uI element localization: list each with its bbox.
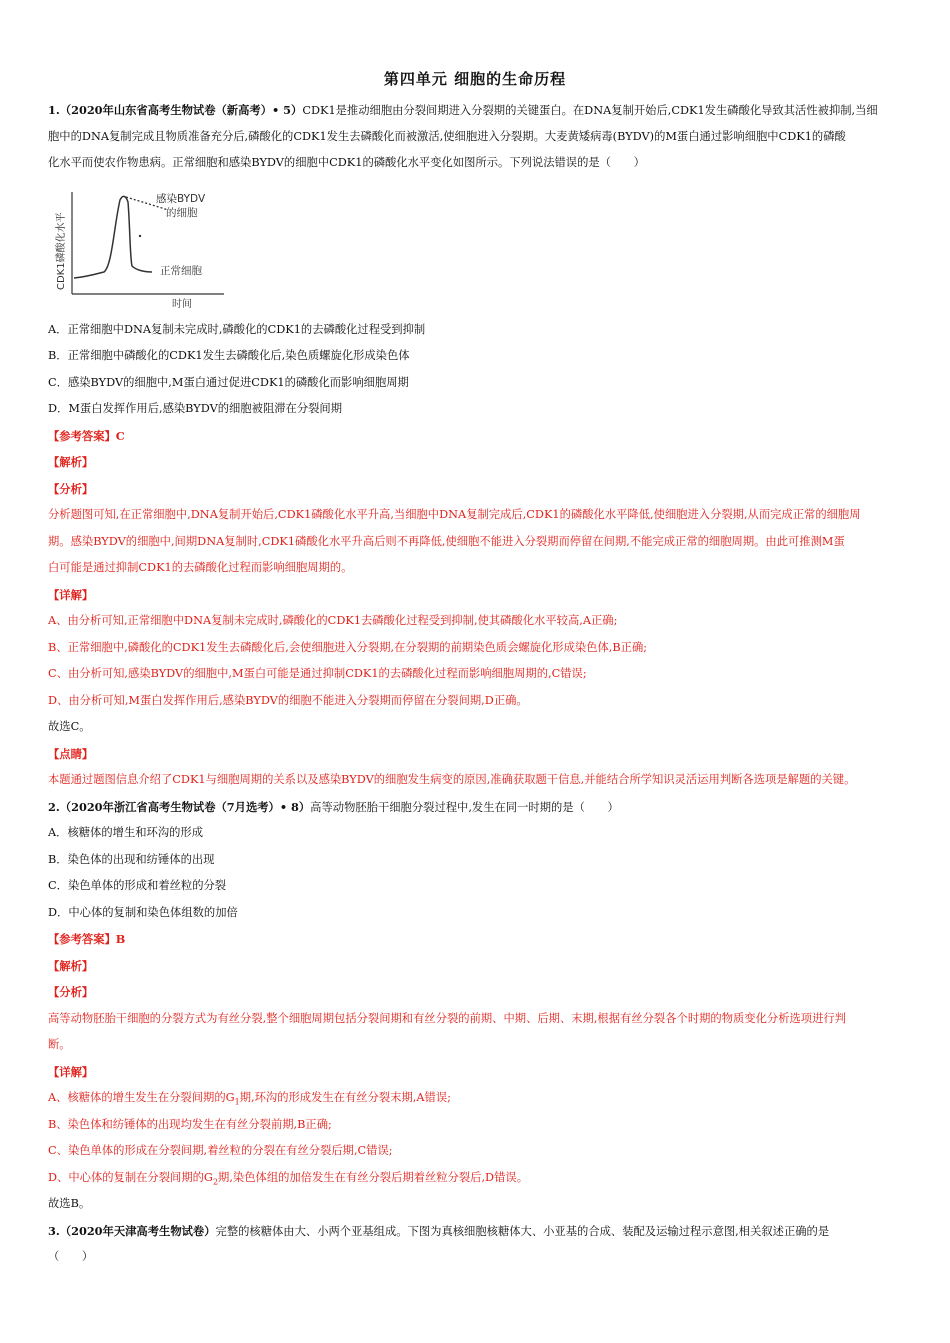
q1-stem-line-1 — [48, 102, 908, 119]
normal-cell-label: 正常细胞 — [160, 265, 202, 277]
q3-number: 3. — [48, 1224, 60, 1238]
chart-y-label: CDK1磷酸化水平 — [56, 212, 67, 290]
q2-option-b: B．染色体的出现和纺锤体的出现 — [48, 853, 215, 866]
q1-option-d: D．M蛋白发挥作用后,感染BYDV的细胞被阻滞在分裂间期 — [48, 402, 343, 415]
q1-stem-line-2: 胞中的DNA复制完成且物质准备充分后,磷酸化的CDK1发生去磷酸化而被激活,使细胞进入分裂期。大麦黄矮病毒(BYDV)的M蛋白通过影响细胞中CDK1的磷酸 — [48, 130, 846, 143]
q1-xiangjie-tag: 【详解】 — [48, 588, 94, 602]
q2-detail-d — [48, 1170, 908, 1190]
q1-answer: C — [115, 429, 125, 443]
q2-detail-a-sub: 1 — [234, 1097, 240, 1107]
q2-source: （2020年浙江省高考生物试卷（7月选考）• 8） — [59, 800, 311, 814]
q2-fenxi-tag: 【分析】 — [48, 985, 94, 999]
q3-stem-end: （ ） — [48, 1250, 94, 1263]
page-title: 第四单元 细胞的生命历程 — [383, 70, 567, 88]
q1-analysis-line-2: 期。感染BYDV的细胞中,间期DNA复制时,CDK1磷酸化水平升高后则不再降低,使细胞不能进入分裂期而停留在间期,不能完成正常的细胞周期。由此可推测M蛋 — [48, 535, 845, 548]
infected-label-line-2: 的细胞 — [166, 207, 198, 219]
q3-source: （2020年天津高考生物试卷） — [59, 1224, 216, 1238]
q1-detail-b: B、正常细胞中,磷酸化的CDK1发生去磷酸化后,会使细胞进入分裂期,在分裂期的前期染色质会螺旋化形成染色体,B正确; — [48, 641, 648, 654]
q2-xiangjie-tag: 【详解】 — [48, 1065, 94, 1079]
q2-jiexi-tag: 【解析】 — [48, 959, 94, 973]
q2-answer: B — [115, 932, 126, 946]
q1-comment: 本题通过题图信息介绍了CDK1与细胞周期的关系以及感染BYDV的细胞发生病变的原因,准确获取题干信息,并能结合所学知识灵活运用判断各选项是解题的关键。 — [48, 773, 856, 786]
q1-answer-tag: 【参考答案】 — [48, 429, 116, 443]
chart-dot — [139, 235, 141, 237]
q1-source: （2020年山东省高考生物试卷（新高考）• 5） — [59, 103, 303, 117]
chart-x-label: 时间 — [172, 299, 192, 310]
q1-number: 1. — [48, 103, 60, 117]
cdk1-phosphorylation-chart — [52, 186, 232, 311]
q1-conclusion: 故选C。 — [48, 720, 91, 733]
q3-stem-text: 完整的核糖体由大、小两个亚基组成。下图为真核细胞核糖体大、小亚基的合成、装配及运输过程示意图,相关叙述正确的是 — [215, 1225, 830, 1238]
q2-answer-line — [48, 931, 908, 948]
q1-fenxi-tag: 【分析】 — [48, 482, 94, 496]
q2-conclusion: 故选B。 — [48, 1197, 91, 1210]
q2-answer-tag: 【参考答案】 — [48, 932, 116, 946]
infected-label-line-1: 感染BYDV — [156, 193, 206, 205]
q2-detail-d-text-2: 期,染色体组的加倍发生在有丝分裂后期着丝粒分裂后,D错误。 — [218, 1171, 529, 1184]
q1-option-b: B．正常细胞中磷酸化的CDK1发生去磷酸化后,染色质螺旋化形成染色体 — [48, 349, 410, 362]
q2-option-c: C．染色单体的形成和着丝粒的分裂 — [48, 879, 227, 892]
q1-detail-c: C、由分析可知,感染BYDV的细胞中,M蛋白可能是通过抑制CDK1的去磷酸化过程而影响细胞周期的,C错误; — [48, 667, 587, 680]
q2-analysis-line-2: 断。 — [48, 1038, 71, 1051]
q3-stem-line — [48, 1223, 908, 1240]
q1-jiexi-tag: 【解析】 — [48, 455, 94, 469]
q2-detail-d-sub: 2 — [212, 1177, 219, 1187]
q2-stem-line — [48, 799, 908, 816]
q1-option-a: A．正常细胞中DNA复制未完成时,磷酸化的CDK1的去磷酸化过程受到抑制 — [48, 323, 426, 336]
normal-cell-curve — [74, 196, 152, 278]
q1-detail-a: A、由分析可知,正常细胞中DNA复制未完成时,磷酸化的CDK1去磷酸化过程受到抑制,使其磷酸化水平较高,A正确; — [48, 614, 618, 627]
q1-detail-d: D、由分析可知,M蛋白发挥作用后,感染BYDV的细胞不能进入分裂期而停留在分裂间期,D正确。 — [48, 694, 528, 707]
q1-dianjing-tag: 【点睛】 — [48, 747, 94, 761]
q2-detail-a — [48, 1090, 908, 1110]
q1-option-c: C．感染BYDV的细胞中,M蛋白通过促进CDK1的磷酸化而影响细胞周期 — [48, 376, 409, 389]
q2-stem-text: 高等动物胚胎干细胞分裂过程中,发生在同一时期的是（ ） — [310, 801, 619, 814]
q2-detail-c: C、染色单体的形成在分裂间期,着丝粒的分裂在有丝分裂后期,C错误; — [48, 1144, 393, 1157]
q1-stem-text-1: CDK1是推动细胞由分裂间期进入分裂期的关键蛋白。在DNA复制开始后,CDK1发生磷酸化导致其活性被抑制,当细 — [302, 104, 878, 117]
q1-answer-line — [48, 428, 908, 445]
q2-analysis-line-1: 高等动物胚胎干细胞的分裂方式为有丝分裂,整个细胞周期包括分裂间期和有丝分裂的前期、中期、后期、末期,根据有丝分裂各个时期的物质变化分析选项进行判 — [48, 1012, 846, 1025]
q2-number: 2. — [48, 800, 60, 814]
q2-detail-b: B、染色体和纺锤体的出现均发生在有丝分裂前期,B正确; — [48, 1118, 332, 1131]
q2-detail-a-text-2: 期,环沟的形成发生在有丝分裂末期,A错误; — [239, 1091, 451, 1104]
q1-analysis-line-3: 白可能是通过抑制CDK1的去磷酸化过程而影响细胞周期的。 — [48, 561, 353, 574]
q2-detail-d-text-1: D、中心体的复制在分裂间期的G — [48, 1171, 213, 1184]
q2-detail-a-text-1: A、核糖体的增生发生在分裂间期的G — [48, 1091, 235, 1104]
q1-stem-line-3: 化水平而使农作物患病。正常细胞和感染BYDV的细胞中CDK1的磷酸化水平变化如图所示。下列说法错误的是（ ） — [48, 156, 645, 169]
q2-option-d: D．中心体的复制和染色体组数的加倍 — [48, 906, 238, 919]
q1-analysis-line-1: 分析题图可知,在正常细胞中,DNA复制开始后,CDK1磷酸化水平升高,当细胞中DNA复制完成后,CDK1的磷酸化水平降低,使细胞进入分裂期,从而完成正常的细胞周 — [48, 508, 861, 521]
q2-option-a: A．核糖体的增生和环沟的形成 — [48, 826, 204, 839]
